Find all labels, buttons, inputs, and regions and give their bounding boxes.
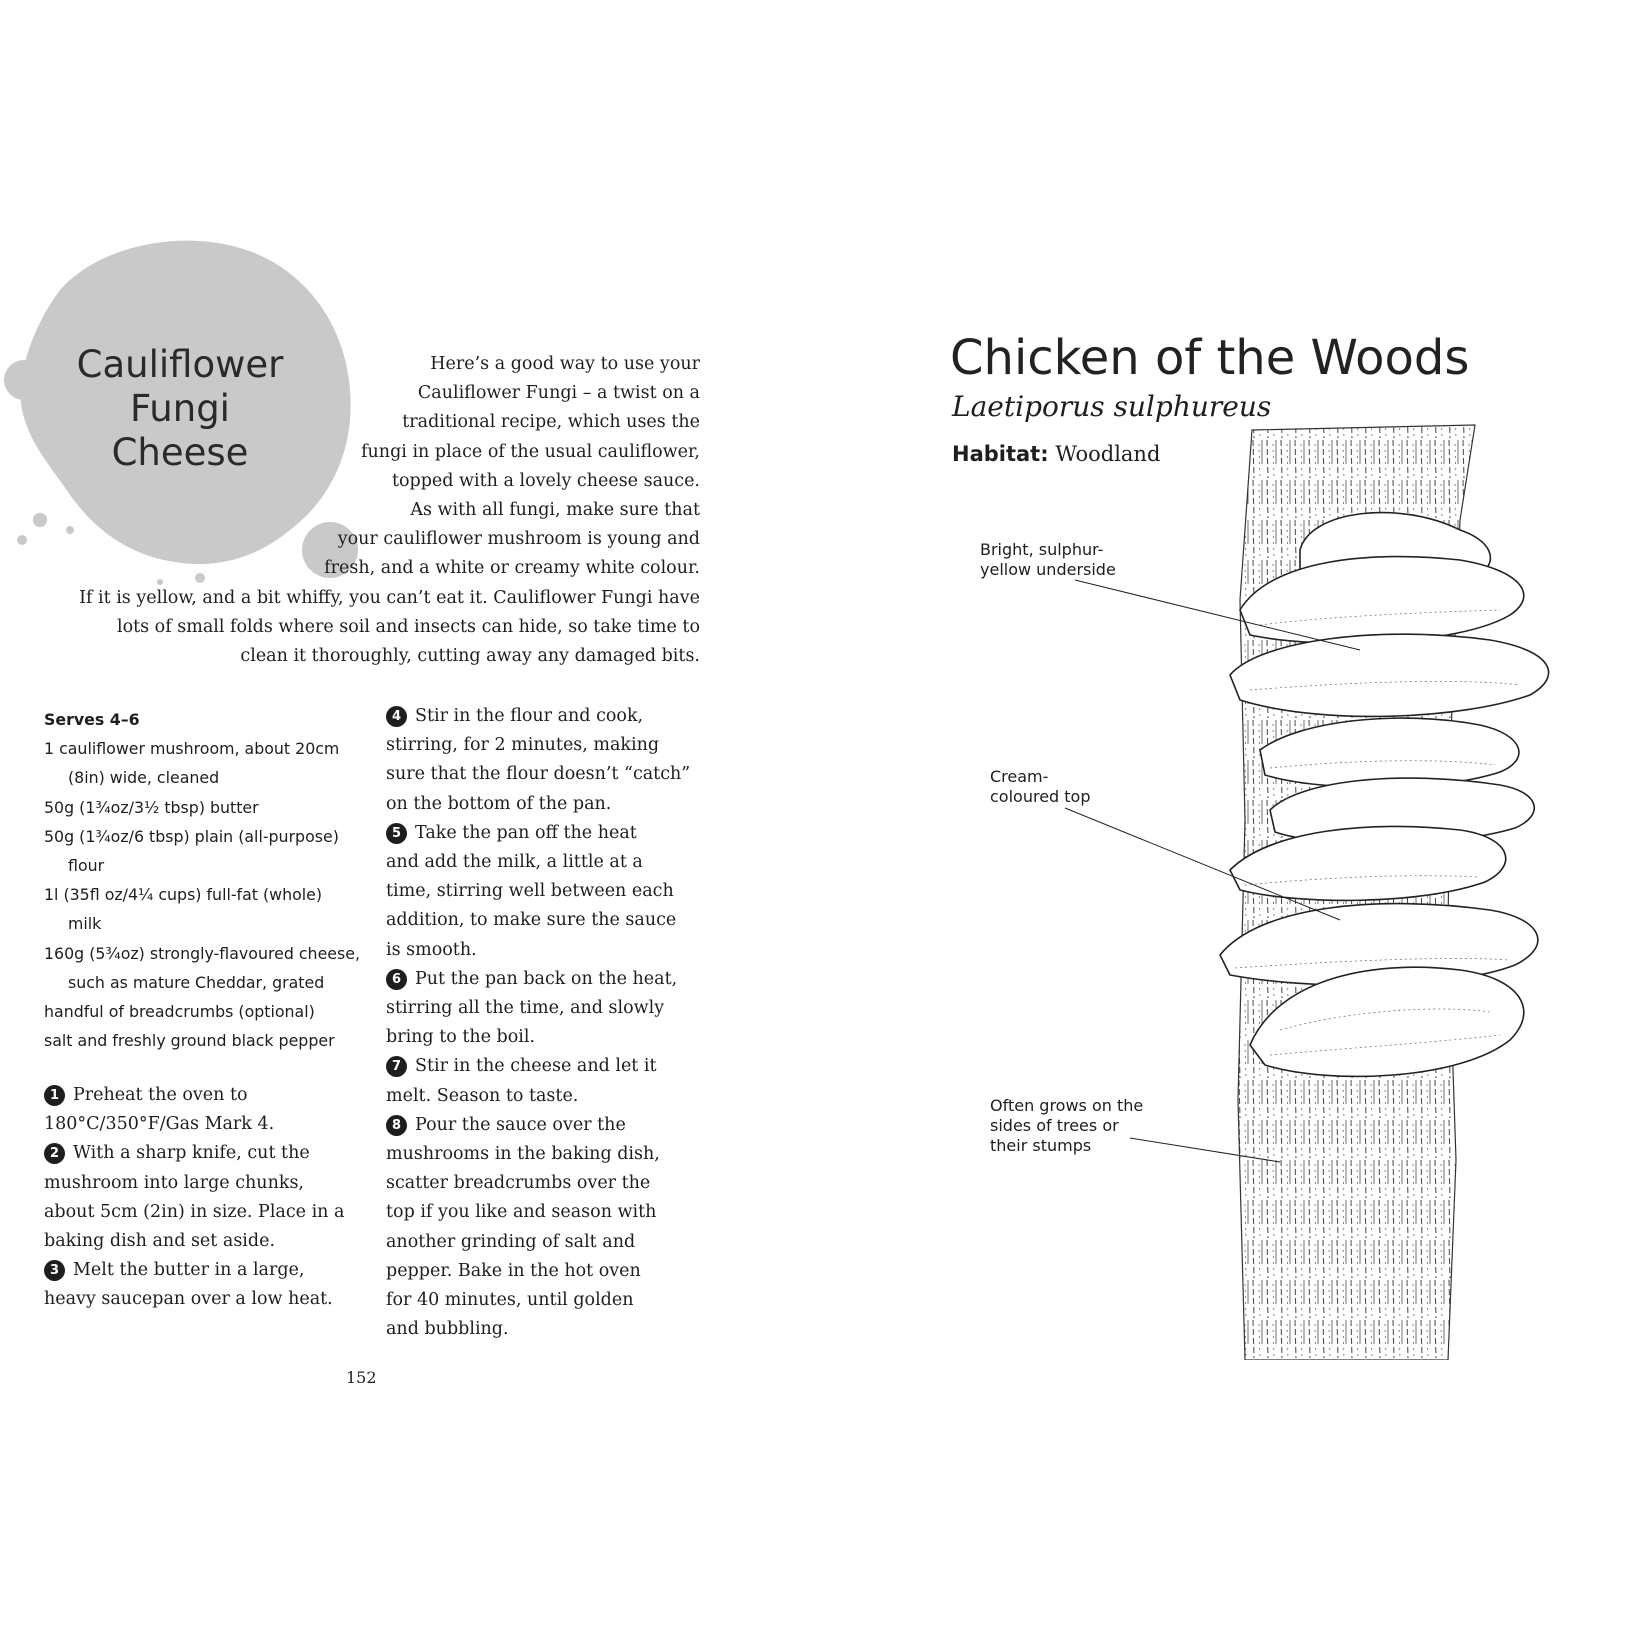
step-line: bring to the boil.: [386, 1027, 536, 1048]
step-line: [386, 1052, 706, 1081]
step-line: [44, 1139, 364, 1168]
step-line: and bubbling.: [386, 1319, 509, 1340]
step-line: on the bottom of the pan.: [386, 793, 612, 814]
ingredient: 1 cauliflower mushroom, about 20cm: [44, 739, 340, 759]
ingredient: salt and freshly ground black pepper: [44, 1031, 335, 1051]
step-text: Take the pan off the heat: [415, 822, 637, 843]
step-line: [386, 702, 706, 731]
ingredient-continued: milk: [68, 914, 102, 934]
ingredient: 50g (1¾oz/6 tbsp) plain (all-purpose): [44, 826, 339, 846]
habitat-label: Habitat:: [952, 442, 1049, 466]
page-number: 152: [346, 1368, 377, 1387]
step-line: addition, to make sure the sauce: [386, 910, 677, 931]
step-line: [386, 1111, 706, 1140]
recipe-title-line: Fungi: [130, 387, 230, 430]
recipe-title-line: Cauliflower: [76, 343, 284, 386]
serves-label: Serves 4–6: [44, 710, 140, 729]
step-line: top if you like and season with: [386, 1202, 657, 1223]
method-steps-left: [44, 1081, 364, 1315]
step-text: Pour the sauce over the: [415, 1114, 626, 1135]
step-line: another grinding of salt and: [386, 1231, 636, 1252]
ingredient: 1l (35fl oz/4¼ cups) full-fat (whole): [44, 885, 323, 905]
ingredient: 50g (1¾oz/3½ tbsp) butter: [44, 797, 259, 817]
intro-line: your cauliflower mushroom is young and: [337, 529, 700, 550]
step-number-badge: 8: [386, 1115, 407, 1136]
step-line: stirring, for 2 minutes, making: [386, 735, 660, 756]
step-line: and add the milk, a little at a: [386, 852, 643, 873]
callout-line: their stumps: [990, 1136, 1092, 1155]
ingredient: handful of breadcrumbs (optional): [44, 1002, 315, 1022]
step-text: Put the pan back on the heat,: [415, 968, 678, 989]
ingredients-list: [44, 705, 364, 1055]
step-line: sure that the flour doesn’t “catch”: [386, 764, 691, 785]
callout-line: Often grows on the: [990, 1096, 1144, 1115]
step-line: time, stirring well between each: [386, 881, 674, 902]
intro-line: traditional recipe, which uses the: [402, 412, 700, 433]
step-text: Stir in the cheese and let it: [415, 1056, 657, 1077]
intro-line: As with all fungi, make sure that: [410, 500, 700, 521]
step-line: scatter breadcrumbs over the: [386, 1173, 651, 1194]
step-number-badge: 1: [44, 1085, 65, 1106]
intro-line: fungi in place of the usual cauliflower,: [361, 441, 700, 462]
step-line: is smooth.: [386, 939, 477, 960]
step-number-badge: 4: [386, 706, 407, 727]
step-line: melt. Season to taste.: [386, 1085, 579, 1106]
callout-growth: [990, 1096, 1143, 1156]
intro-line: clean it thoroughly, cutting away any damaged bits.: [240, 646, 700, 667]
step-line: baking dish and set aside.: [44, 1231, 276, 1252]
step-line: mushroom into large chunks,: [44, 1172, 304, 1193]
habitat-value: Woodland: [1055, 442, 1161, 466]
step-text: Stir in the flour and cook,: [415, 706, 644, 726]
ingredient-continued: (8in) wide, cleaned: [68, 768, 220, 788]
step-number-badge: 2: [44, 1143, 65, 1164]
ingredient-continued: flour: [68, 856, 105, 876]
intro-line: Cauliflower Fungi – a twist on a: [417, 383, 700, 404]
step-number-badge: 5: [386, 823, 407, 844]
callout-line: Bright, sulphur-: [980, 540, 1104, 559]
recipe-title-line: Cheese: [111, 431, 249, 474]
callout-line: Cream-: [990, 767, 1049, 786]
intro-line: If it is yellow, and a bit whiffy, you can’t eat it. Cauliflower Fungi have: [79, 587, 700, 608]
intro-line: lots of small folds where soil and insects can hide, so take time to: [116, 616, 700, 637]
step-text: Melt the butter in a large,: [73, 1260, 305, 1281]
latin-name: Laetiporus sulphureus: [952, 390, 1272, 423]
callout-line: coloured top: [990, 787, 1091, 806]
step-number-badge: 6: [386, 969, 407, 990]
step-number-badge: 7: [386, 1056, 407, 1077]
ingredient-continued: such as mature Cheddar, grated: [68, 972, 325, 992]
step-line: pepper. Bake in the hot oven: [386, 1260, 641, 1281]
step-line: mushrooms in the baking dish,: [386, 1144, 660, 1165]
callout-line: sides of trees or: [990, 1116, 1119, 1135]
species-title: Chicken of the Woods: [950, 330, 1470, 386]
step-text: With a sharp knife, cut the: [73, 1143, 310, 1164]
step-line: [44, 1256, 364, 1285]
callout-line: yellow underside: [980, 560, 1116, 579]
step-line: about 5cm (2in) in size. Place in a: [44, 1201, 345, 1222]
intro-line: fresh, and a white or creamy white colour.: [324, 558, 700, 579]
method-steps-right: [386, 702, 706, 1344]
ingredient: 160g (5¾oz) strongly-flavoured cheese,: [44, 943, 360, 963]
step-line: heavy saucepan over a low heat.: [44, 1289, 333, 1310]
intro-line: Here’s a good way to use your: [430, 354, 700, 374]
step-line: for 40 minutes, until golden: [386, 1290, 634, 1311]
step-line: [386, 965, 706, 994]
callout-underside: [980, 540, 1116, 580]
intro-line: topped with a lovely cheese sauce.: [391, 470, 700, 491]
step-line: [386, 819, 706, 848]
callout-top: [990, 767, 1091, 807]
step-number-badge: 3: [44, 1260, 65, 1281]
recipe-intro: [40, 350, 700, 671]
step-line: stirring all the time, and slowly: [386, 998, 665, 1019]
step-text: Preheat the oven to: [73, 1085, 248, 1105]
step-line: 180°C/350°F/Gas Mark 4.: [44, 1114, 275, 1135]
step-line: [44, 1081, 364, 1110]
